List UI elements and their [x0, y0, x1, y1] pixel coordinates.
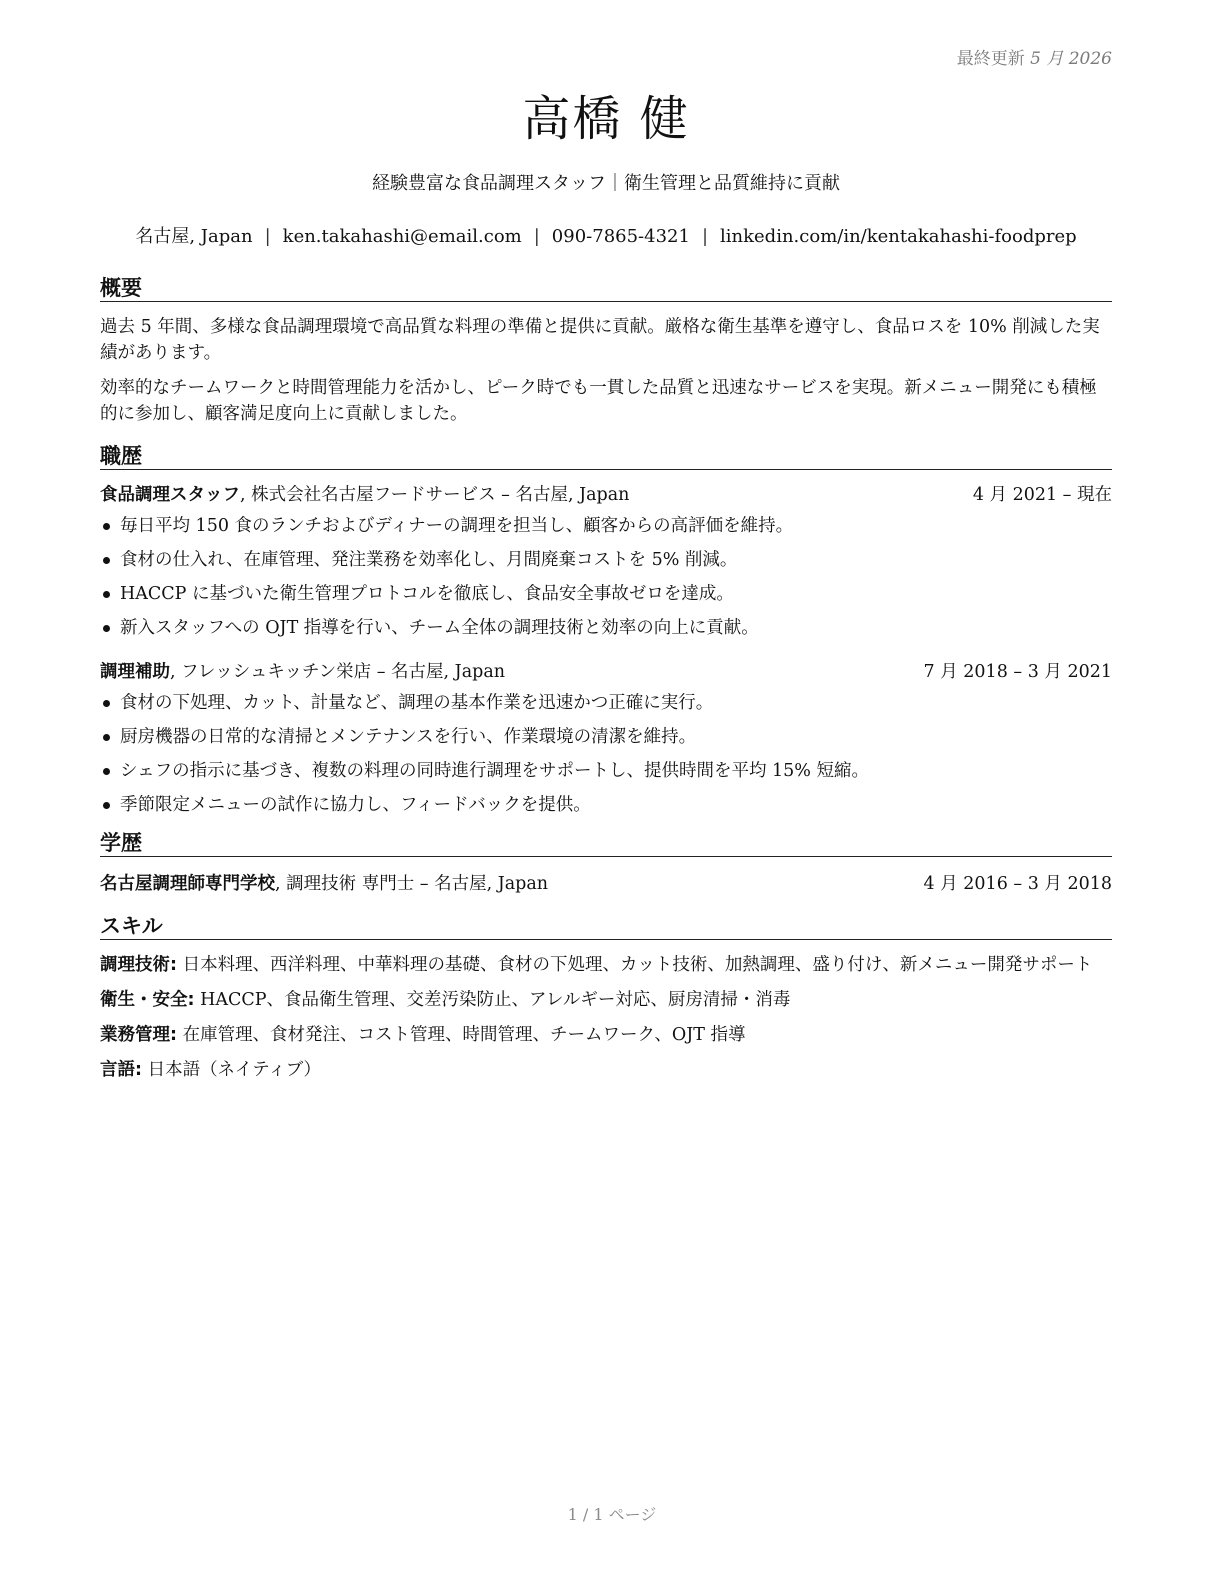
skill-text: 日本料理、西洋料理、中華料理の基礎、食材の下処理、カット技術、加熱調理、盛り付け、新メニュー開発サポート [177, 955, 1093, 975]
summary-section [100, 275, 1112, 427]
skill-line [100, 987, 1112, 1013]
skill-label: 調理技術: [100, 955, 177, 975]
skill-text: 日本語（ネイティブ） [142, 1060, 321, 1080]
job-bullet: シェフの指示に基づき、複数の料理の同時進行調理をサポートし、提供時間を平均 15% 短縮。 [100, 758, 1112, 784]
section-title-experience: 職歴 [100, 443, 1112, 470]
contact-separator: | [264, 226, 271, 247]
last-updated-label: 最終更新 [956, 49, 1025, 69]
job-role: 調理補助 [100, 662, 170, 682]
education-dates: 4 月 2016 – 3 月 2018 [923, 874, 1112, 894]
experience-section [100, 443, 1112, 818]
job-header [100, 482, 1112, 508]
job-bullet: 新入スタッフへの OJT 指導を行い、チーム全体の調理技術と効率の向上に貢献。 [100, 615, 1112, 641]
job-org: , 株式会社名古屋フードサービス – 名古屋, Japan [240, 485, 630, 505]
contact-email[interactable]: ken.takahashi@email.com [282, 226, 522, 247]
education-detail: , 調理技術 専門士 – 名古屋, Japan [275, 874, 549, 894]
contact-location: 名古屋, Japan [135, 226, 253, 247]
job-bullet: 食材の下処理、カット、計量など、調理の基本作業を迅速かつ正確に実行。 [100, 690, 1112, 716]
summary-paragraph: 過去 5 年間、多様な食品調理環境で高品質な料理の準備と提供に貢献。厳格な衛生基準を遵守し、食品ロスを 10% 削減した実績があります。 [100, 317, 1100, 363]
education-section [100, 830, 1112, 897]
contact-separator: | [533, 226, 540, 247]
contact-line [100, 225, 1112, 249]
job-bullet: 厨房機器の日常的な清掃とメンテナンスを行い、作業環境の清潔を維持。 [100, 724, 1112, 750]
skill-line [100, 952, 1112, 978]
section-title-skills: スキル [100, 913, 1112, 940]
job-org: , フレッシュキッチン栄店 – 名古屋, Japan [170, 662, 506, 682]
skill-label: 衛生・安全: [100, 990, 195, 1010]
page-number: 1 / 1 ページ [567, 1505, 657, 1524]
contact-linkedin[interactable]: linkedin.com/in/kentakahashi-foodprep [720, 226, 1077, 247]
job-bullet: 季節限定メニューの試作に協力し、フィードバックを提供。 [100, 792, 1112, 818]
job-dates: 4 月 2021 – 現在 [972, 485, 1112, 505]
job-bullets [100, 690, 1112, 818]
last-updated [957, 44, 1112, 69]
skills-section [100, 913, 1112, 1083]
section-title-summary: 概要 [100, 275, 1112, 302]
job-bullet: 食材の仕入れ、在庫管理、発注業務を効率化し、月間廃棄コストを 5% 削減。 [100, 547, 1112, 573]
skill-label: 言語: [100, 1060, 142, 1080]
job-entry [100, 659, 1112, 818]
tagline: 経験豊富な食品調理スタッフ｜衛生管理と品質維持に貢献 [372, 173, 840, 194]
job-bullet: HACCP に基づいた衛生管理プロトコルを徹底し、食品安全事故ゼロを達成。 [100, 581, 1112, 607]
skill-line [100, 1057, 1112, 1083]
job-bullet: 毎日平均 150 食のランチおよびディナーの調理を担当し、顧客からの高評価を維持。 [100, 513, 1112, 539]
last-updated-date: 5 月 2026 [1030, 49, 1112, 69]
summary-paragraph: 効率的なチームワークと時間管理能力を活かし、ピーク時でも一貫した品質と迅速なサービスを実現。新メニュー開発にも積極的に参加し、顧客満足度向上に貢献しました。 [100, 378, 1097, 424]
skill-text: HACCP、食品衛生管理、交差汚染防止、アレルギー対応、厨房清掃・消毒 [194, 990, 791, 1010]
education-school: 名古屋調理師専門学校 [100, 874, 275, 894]
skill-line [100, 1022, 1112, 1048]
candidate-name: 高橋 健 [522, 91, 690, 147]
skills-list [100, 952, 1112, 1083]
contact-phone[interactable]: 090-7865-4321 [551, 226, 690, 247]
skill-text: 在庫管理、食材発注、コスト管理、時間管理、チームワーク、OJT 指導 [177, 1025, 746, 1045]
section-title-education: 学歴 [100, 830, 1112, 857]
skill-label: 業務管理: [100, 1025, 177, 1045]
education-entry [100, 871, 1112, 897]
job-role: 食品調理スタッフ [100, 485, 240, 505]
job-entry [100, 482, 1112, 641]
job-header [100, 659, 1112, 685]
contact-separator: | [701, 226, 709, 247]
job-dates: 7 月 2018 – 3 月 2021 [923, 662, 1112, 682]
job-bullets [100, 513, 1112, 641]
